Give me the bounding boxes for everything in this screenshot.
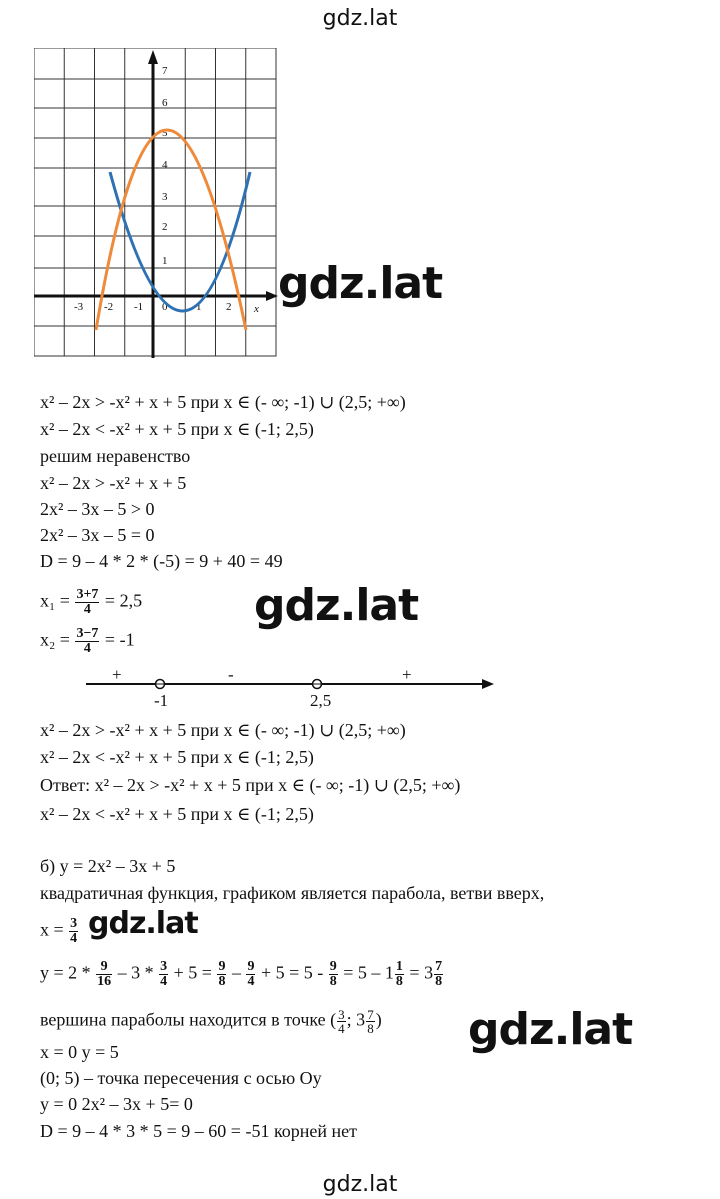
text-line: 2x² – 3x – 5 = 0 [40, 525, 155, 545]
text-line: б) y = 2x² – 3x + 5 [40, 856, 176, 876]
point-label: -1 [154, 691, 169, 710]
x-tick: 0 [162, 301, 168, 313]
vertex-y-calc: y = 2 * $\frac{9}{16}$ – 3 * $\frac{3}{4}$ + 5 = $\frac{9}{8}$ – $\frac{9}{4}$ + 5 = 5 - $\frac{9}{8}$ = 5 – 1 $\frac{1}{8}$ = 3 $\frac{7}{8}$ [40, 959, 443, 989]
text-line: x = 0 y = 5 [40, 1042, 119, 1062]
x-tick: -2 [104, 301, 114, 313]
sign-label: + [402, 665, 412, 684]
text-line: y = 0 2x² – 3x + 5= 0 [40, 1094, 193, 1114]
x1-formula: x₁ = $\frac{3+7}{4}$ = 2,5 [40, 587, 143, 617]
site-header[interactable]: gdz.lat [322, 6, 398, 31]
y-tick: 7 [162, 65, 168, 77]
y-tick: 3 [162, 191, 168, 203]
x2-formula: x₂ = $\frac{3-7}{4}$ = -1 [40, 626, 135, 656]
x-tick: -1 [134, 301, 144, 313]
watermark: gdz.lat [254, 580, 419, 631]
y-tick: 1 [162, 255, 168, 267]
axes [34, 58, 272, 358]
y-tick: 6 [162, 97, 168, 109]
text-line: D = 9 – 4 * 3 * 5 = 9 – 60 = -51 корней нет [40, 1121, 358, 1141]
orange-parabola [96, 130, 246, 330]
text-line: D = 9 – 4 * 2 * (-5) = 9 + 40 = 49 [40, 551, 283, 571]
grid [34, 48, 276, 356]
vertex-x: x = $\frac{3}{4}$ [40, 916, 78, 946]
text-line: x² – 2x < -x² + x + 5 при x ∈ (-1; 2,5) [40, 804, 314, 824]
number-line [80, 662, 500, 712]
x-tick: 1 [196, 301, 202, 313]
x-tick: 2 [226, 301, 232, 313]
blue-parabola [110, 172, 250, 311]
y-tick: 2 [162, 221, 168, 233]
text-line: x² – 2x < -x² + x + 5 при x ∈ (-1; 2,5) [40, 419, 314, 439]
text-line: 2x² – 3x – 5 > 0 [40, 499, 155, 519]
x-axis-label: x [254, 303, 259, 315]
text-line: Ответ: x² – 2x > -x² + x + 5 при x ∈ (- ∞; -1) ∪ (2,5; +∞) [40, 775, 461, 795]
y-tick: 4 [162, 159, 168, 171]
x-tick: -3 [74, 301, 84, 313]
y-tick: 5 [162, 127, 168, 139]
vertex-point: вершина параболы находится в точке ( $\frac{3}{4}$ ; 3 $\frac{7}{8}$ ) [40, 1007, 382, 1036]
watermark: gdz.lat [468, 1004, 633, 1055]
sign-label: + [112, 665, 122, 684]
sign-label: - [228, 665, 234, 684]
function-graph [34, 48, 284, 364]
text-line: (0; 5) – точка пересечения с осью Oy [40, 1068, 322, 1088]
watermark: gdz.lat [88, 906, 198, 941]
text-line: x² – 2x > -x² + x + 5 при x ∈ (- ∞; -1) ∪ (2,5; +∞) [40, 720, 406, 740]
number-line-arrow [482, 679, 494, 689]
y-axis-arrow [148, 50, 158, 64]
text-line: квадратичная функция, графиком является парабола, ветви вверх, [40, 883, 545, 903]
watermark: gdz.lat [278, 258, 443, 309]
text-line: x² – 2x < -x² + x + 5 при x ∈ (-1; 2,5) [40, 747, 314, 767]
point-label: 2,5 [310, 691, 332, 710]
text-line: x² – 2x > -x² + x + 5 [40, 473, 187, 493]
text-line: решим неравенство [40, 446, 191, 466]
site-footer[interactable]: gdz.lat [322, 1172, 398, 1197]
text-line: x² – 2x > -x² + x + 5 при x ∈ (- ∞; -1) ∪ (2,5; +∞) [40, 392, 406, 412]
